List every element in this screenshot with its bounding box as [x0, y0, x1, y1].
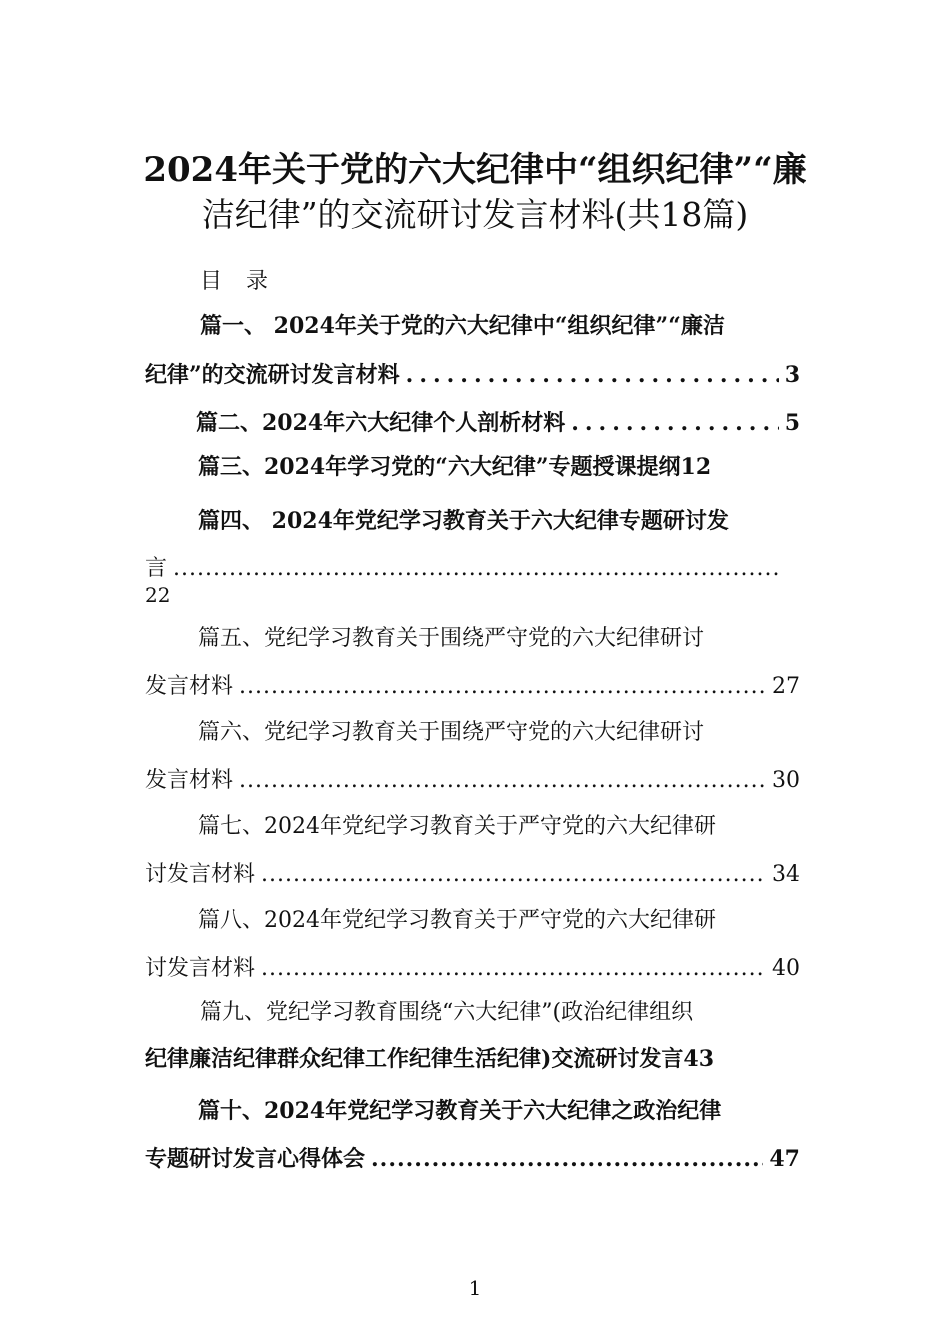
toc-entry-6-title[interactable]: 篇六、党纪学习教育关于围绕严守党的六大纪律研讨 — [198, 720, 705, 745]
toc-entry-5-page: 27 — [772, 674, 800, 699]
toc-entry-1-continuation: 纪律”的交流研讨发言材料 — [145, 362, 400, 388]
toc-entry-1-title[interactable]: 篇一、 2024年关于党的六大纪律中“组织纪律”“廉洁 — [200, 313, 725, 339]
toc-entry-4-page: 22 — [145, 583, 171, 607]
toc-entry-8-continuation: 讨发言材料 — [145, 956, 256, 981]
dot-leader — [571, 408, 778, 438]
toc-entry-9[interactable] — [145, 1044, 805, 1074]
toc-entry-10-title[interactable]: 篇十、2024年党纪学习教育关于六大纪律之政治纪律 — [198, 1098, 722, 1124]
toc-entry-8[interactable] — [145, 954, 800, 984]
toc-entry-5[interactable] — [145, 672, 800, 702]
toc-entry-9-continuation: 纪律廉洁纪律群众纪律工作纪律生活纪律)交流研讨发言 — [145, 1046, 684, 1072]
toc-heading: 目录 — [200, 269, 293, 294]
toc-entry-3-page: 12 — [680, 454, 712, 480]
document-title-line-1: 2024年关于党的六大纪律中“组织纪律”“廉 — [143, 150, 807, 190]
toc-entry-1[interactable] — [145, 360, 800, 390]
toc-entry-8-page: 40 — [772, 956, 800, 981]
toc-entry-3-title: 篇三、2024年学习党的“六大纪律”专题授课提纲 — [198, 454, 681, 480]
toc-entry-2-page: 5 — [784, 410, 800, 436]
dot-leader — [371, 1144, 763, 1174]
toc-entry-10[interactable] — [145, 1144, 800, 1174]
toc-entry-4-title[interactable]: 篇四、 2024年党纪学习教育关于六大纪律专题研讨发 — [198, 508, 729, 534]
toc-entry-3[interactable] — [198, 452, 802, 482]
dot-leader — [406, 360, 779, 390]
toc-entry-7-continuation: 讨发言材料 — [145, 862, 256, 887]
toc-entry-4-continuation: 言 — [145, 556, 168, 581]
toc-entry-8-title[interactable]: 篇八、2024年党纪学习教育关于严守党的六大纪律研 — [198, 908, 716, 933]
dot-leader — [239, 766, 766, 796]
toc-entry-2-title: 篇二、2024年六大纪律个人剖析材料 — [196, 410, 566, 436]
toc-entry-7-title[interactable]: 篇七、2024年党纪学习教育关于严守党的六大纪律研 — [198, 814, 716, 839]
toc-entry-10-continuation: 专题研讨发言心得体会 — [145, 1146, 366, 1172]
toc-entry-6-continuation: 发言材料 — [145, 768, 234, 793]
dot-leader — [239, 672, 766, 702]
toc-entry-9-page: 43 — [683, 1046, 715, 1072]
toc-entry-5-title[interactable]: 篇五、党纪学习教育关于围绕严守党的六大纪律研讨 — [198, 626, 705, 651]
toc-entry-9-title[interactable]: 篇九、党纪学习教育围绕“六大纪律”(政治纪律组织 — [200, 1000, 694, 1025]
toc-entry-1-page: 3 — [784, 362, 800, 388]
toc-entry-5-continuation: 发言材料 — [145, 674, 234, 699]
toc-entry-4[interactable] — [145, 554, 785, 584]
page-number: 1 — [468, 1276, 482, 1300]
dot-leader — [173, 554, 779, 584]
toc-entry-6[interactable] — [145, 766, 800, 796]
toc-entry-10-page: 47 — [769, 1146, 800, 1172]
toc-entry-6-page: 30 — [772, 768, 800, 793]
toc-entry-7-page: 34 — [772, 862, 800, 887]
dot-leader — [261, 860, 766, 890]
toc-entry-7[interactable] — [145, 860, 800, 890]
dot-leader — [261, 954, 766, 984]
toc-entry-2[interactable] — [196, 408, 800, 438]
document-title-line-2: 洁纪律”的交流研讨发言材料(共18篇) — [201, 195, 749, 234]
